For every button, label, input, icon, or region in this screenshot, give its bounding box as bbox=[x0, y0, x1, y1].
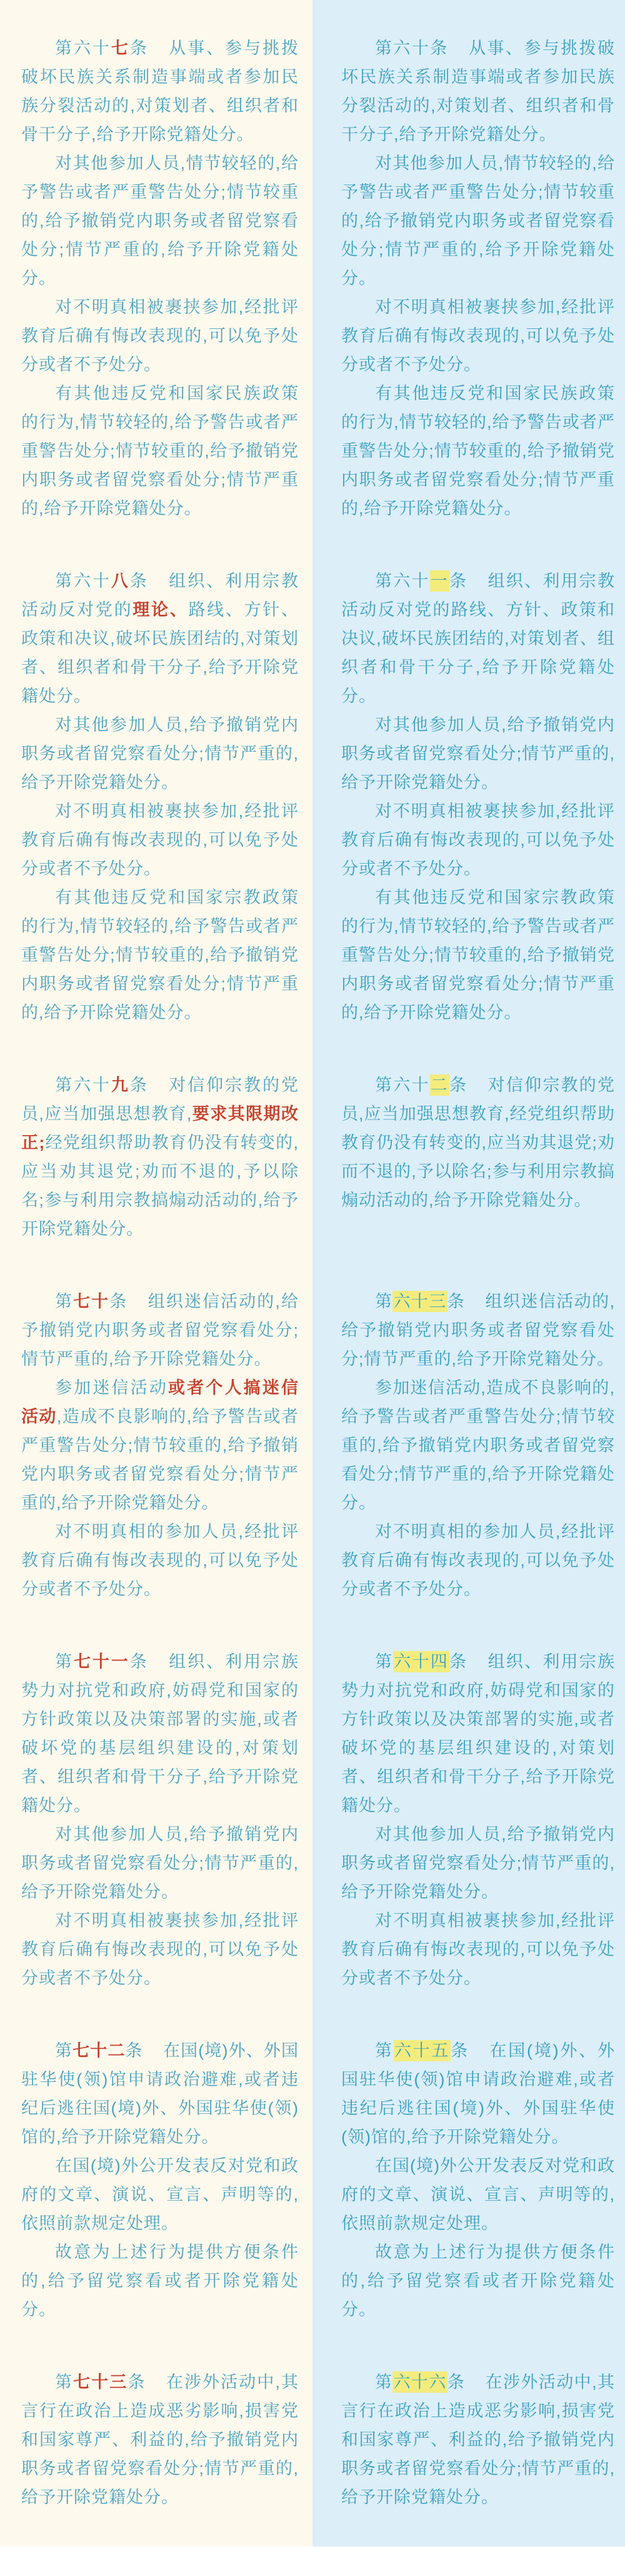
new-version-cell bbox=[0, 567, 312, 1071]
text-segment: 在国(境)外、外国驻华使(领)馆申请政治避难,或者违纪后逃往国(境)外、外国驻华使(领)馆的,给予开除党籍处分。 bbox=[341, 2041, 616, 2146]
new-version-cell bbox=[0, 2368, 312, 2547]
text-segment: 在国(境)外、外国驻华使(领)馆申请政治避难,或者违纪后逃往国(境)外、外国驻华使(领)馆的,给予开除党籍处分。 bbox=[21, 2041, 299, 2146]
paragraph bbox=[21, 1647, 299, 1820]
text-segment: 对不明真相被裹挟参加,经批评教育后确有悔改表现的,可以免予处分或者不予处分。 bbox=[341, 802, 615, 878]
article-number bbox=[375, 1652, 468, 1671]
text-segment: 条 bbox=[449, 572, 468, 590]
text-segment: 在涉外活动中,其言行在政治上造成恶劣影响,损害党和国家尊严、利益的,给予撤销党内职务或者留党察看处分;情节严重的,给予开除党籍处分。 bbox=[21, 2373, 299, 2507]
text-segment: 参加迷信活动 bbox=[55, 1378, 168, 1397]
article-number bbox=[55, 2041, 143, 2060]
paragraph bbox=[341, 149, 615, 293]
text-segment: 对不明真相的参加人员,经批评教育后确有悔改表现的,可以免予处分或者不予处分。 bbox=[341, 1522, 615, 1599]
text-segment: 对不明真相的参加人员,经批评教育后确有悔改表现的,可以免予处分或者不予处分。 bbox=[21, 1522, 299, 1599]
text-segment: 第 bbox=[375, 2041, 394, 2060]
old-version-cell bbox=[312, 2036, 625, 2368]
text-segment: 从事、参与挑拨破坏民族关系制造事端或者参加民族分裂活动的,对策划者、组织者和骨干分子,给予开除党籍处分。 bbox=[21, 39, 299, 144]
text-segment: 对其他参加人员,情节较轻的,给予警告或者严重警告处分;情节较重的,给予撤销党内职务或者留党察看处分;情节严重的,给予开除党籍处分。 bbox=[21, 154, 299, 288]
paragraph bbox=[21, 2238, 299, 2324]
text-segment: 对其他参加人员,给予撤销党内职务或者留党察看处分;情节严重的,给予开除党籍处分。 bbox=[21, 1825, 299, 1901]
text-segment: 对其他参加人员,情节较轻的,给予警告或者严重警告处分;情节较重的,给予撤销党内职务或者留党察看处分;情节严重的,给予开除党籍处分。 bbox=[341, 154, 615, 288]
text-segment: 对其他参加人员,给予撤销党内职务或者留党察看处分;情节严重的,给予开除党籍处分。 bbox=[21, 715, 299, 792]
text-segment: 条 bbox=[451, 2041, 470, 2060]
article-row-7 bbox=[0, 2368, 625, 2547]
paragraph bbox=[341, 1820, 615, 1906]
paragraph bbox=[341, 1517, 615, 1604]
changed-text: 七十 bbox=[73, 1292, 110, 1311]
article-number bbox=[375, 2041, 469, 2060]
text-segment: 对信仰宗教的党员,应当加强思想教育,经党组织帮助教育仍没有转变的,应当劝其退党;劝而不退的,予以除名;参与利用宗教搞煽动活动的,给予开除党籍处分。 bbox=[341, 1076, 616, 1210]
paragraph bbox=[21, 883, 299, 1027]
changed-text: 七十二 bbox=[72, 2041, 126, 2060]
article-number bbox=[375, 1076, 468, 1094]
paragraph bbox=[341, 1287, 615, 1373]
text-segment: 第六十 bbox=[55, 572, 111, 590]
paragraph bbox=[21, 567, 299, 710]
text-segment: 组织、利用宗教活动反对党的路线、方针、政策和决议,破坏民族团结的,对策划者、组织者和骨干分子,给予开除党籍处分。 bbox=[341, 572, 616, 705]
highlighted-text: 二 bbox=[430, 1076, 449, 1094]
paragraph bbox=[341, 34, 615, 149]
highlighted-text: 六十六 bbox=[393, 2373, 447, 2392]
text-segment: 对不明真相被裹挟参加,经批评教育后确有悔改表现的,可以免予处分或者不予处分。 bbox=[21, 1911, 299, 1988]
changed-text: 七十一 bbox=[73, 1652, 130, 1671]
old-version-cell bbox=[312, 1071, 625, 1287]
article-number bbox=[55, 39, 149, 58]
text-segment: 组织迷信活动的,给予撤销党内职务或者留党察看处分;情节严重的,给予开除党籍处分。 bbox=[21, 1292, 299, 1368]
paragraph bbox=[21, 1071, 299, 1243]
article-number bbox=[375, 2373, 465, 2392]
text-segment: 有其他违反党和国家民族政策的行为,情节较轻的,给予警告或者严重警告处分;情节较重的,给予撤销党内职务或者留党察看处分;情节严重的,给予开除党籍处分。 bbox=[21, 384, 299, 518]
article-number bbox=[375, 1292, 465, 1311]
article-number bbox=[55, 2373, 146, 2392]
text-segment: 对信仰宗教的党员,应当加强思想教育, bbox=[21, 1076, 299, 1123]
text-segment: 对不明真相被裹挟参加,经批评教育后确有悔改表现的,可以免予处分或者不予处分。 bbox=[21, 802, 299, 878]
text-segment: 故意为上述行为提供方便条件的,给予留党察看或者开除党籍处分。 bbox=[341, 2243, 615, 2319]
text-segment: 第 bbox=[375, 1652, 394, 1671]
text-segment: 组织迷信活动的,给予撤销党内职务或者留党察看处分;情节严重的,给予开除党籍处分。 bbox=[341, 1292, 616, 1368]
text-segment: 组织、利用宗教活动反对党的 bbox=[21, 572, 299, 619]
paragraph bbox=[21, 34, 299, 149]
changed-text: 七十三 bbox=[73, 2373, 128, 2392]
paragraph bbox=[341, 567, 615, 710]
text-segment: 第六十 bbox=[55, 1076, 111, 1094]
text-segment: 在涉外活动中,其言行在政治上造成恶劣影响,损害党和国家尊严、利益的,给予撤销党内职务或者留党察看处分;情节严重的,给予开除党籍处分。 bbox=[341, 2373, 616, 2507]
text-segment: 第 bbox=[375, 2373, 393, 2392]
old-version-cell bbox=[312, 0, 625, 567]
text-segment: 第 bbox=[55, 2373, 74, 2392]
paragraph bbox=[21, 1373, 299, 1517]
paragraph bbox=[21, 379, 299, 523]
changed-text: 理论、 bbox=[132, 600, 189, 619]
paragraph bbox=[341, 2368, 615, 2512]
paragraph bbox=[341, 2238, 615, 2324]
new-version-cell bbox=[0, 1071, 312, 1287]
highlighted-text: 六十三 bbox=[393, 1292, 447, 1311]
paragraph bbox=[21, 797, 299, 883]
paragraph bbox=[341, 1071, 615, 1215]
changed-text: 或者个人搞迷信活动 bbox=[21, 1378, 299, 1426]
article-row-4 bbox=[0, 1287, 625, 1647]
text-segment: 条 bbox=[129, 572, 149, 590]
article-number bbox=[55, 1652, 149, 1671]
paragraph bbox=[21, 710, 299, 797]
text-segment: 组织、利用宗族势力对抗党和政府,妨碍党和国家的方针政策以及决策部署的实施,或者破坏党的基层组织建设的,对策划者、组织者和骨干分子,给予开除党籍处分。 bbox=[341, 1652, 616, 1815]
text-segment: 对其他参加人员,给予撤销党内职务或者留党察看处分;情节严重的,给予开除党籍处分。 bbox=[341, 715, 615, 792]
text-segment: 条 bbox=[449, 1652, 468, 1671]
paragraph bbox=[341, 1373, 615, 1517]
changed-text: 七 bbox=[111, 39, 130, 58]
text-segment: 对其他参加人员,给予撤销党内职务或者留党察看处分;情节严重的,给予开除党籍处分。 bbox=[341, 1825, 615, 1901]
text-segment: 在国(境)外公开发表反对党和政府的文章、演说、宣言、声明等的,依照前款规定处理。 bbox=[21, 2156, 299, 2233]
paragraph bbox=[21, 1517, 299, 1604]
article-number bbox=[55, 1292, 128, 1311]
article-row-5 bbox=[0, 1647, 625, 2036]
text-segment: 条 bbox=[129, 1076, 149, 1094]
paragraph bbox=[21, 2368, 299, 2512]
highlighted-text: 六十五 bbox=[394, 2041, 451, 2060]
text-segment: 对不明真相被裹挟参加,经批评教育后确有悔改表现的,可以免予处分或者不予处分。 bbox=[341, 298, 615, 374]
text-segment: 经党组织帮助教育仍没有转变的,应当劝其退党;劝而不退的,予以除名;参与利用宗教搞煽动活动的,给予开除党籍处分。 bbox=[21, 1133, 299, 1238]
paragraph bbox=[21, 293, 299, 379]
text-segment: 有其他违反党和国家宗教政策的行为,情节较轻的,给予警告或者严重警告处分;情节较重的,给予撤销党内职务或者留党察看处分;情节严重的,给予开除党籍处分。 bbox=[21, 888, 299, 1022]
text-segment: 条 bbox=[128, 2373, 146, 2392]
text-segment: 条 bbox=[447, 2373, 466, 2392]
paragraph bbox=[341, 379, 615, 523]
text-segment: 条 bbox=[129, 39, 149, 58]
paragraph bbox=[21, 1287, 299, 1373]
text-segment: 条 bbox=[447, 1292, 466, 1311]
text-segment: 条 bbox=[129, 1652, 149, 1671]
text-segment: 在国(境)外公开发表反对党和政府的文章、演说、宣言、声明等的,依照前款规定处理。 bbox=[341, 2156, 615, 2233]
paragraph bbox=[21, 1820, 299, 1906]
new-version-cell bbox=[0, 1647, 312, 2036]
text-segment: 第 bbox=[55, 2041, 73, 2060]
article-row-2 bbox=[0, 567, 625, 1071]
text-segment: 第六十 bbox=[55, 39, 111, 58]
paragraph bbox=[341, 797, 615, 883]
text-segment: 组织、利用宗族势力对抗党和政府,妨碍党和国家的方针政策以及决策部署的实施,或者破坏党的基层组织建设的,对策划者、组织者和骨干分子,给予开除党籍处分。 bbox=[21, 1652, 299, 1815]
text-segment: 条 bbox=[125, 2041, 143, 2060]
text-segment: 第 bbox=[55, 1292, 74, 1311]
old-version-cell bbox=[312, 1647, 625, 2036]
text-segment: 有其他违反党和国家民族政策的行为,情节较轻的,给予警告或者严重警告处分;情节较重的,给予撤销党内职务或者留党察看处分;情节严重的,给予开除党籍处分。 bbox=[341, 384, 615, 518]
text-segment: 对不明真相被裹挟参加,经批评教育后确有悔改表现的,可以免予处分或者不予处分。 bbox=[341, 1911, 615, 1988]
highlighted-text: 六十四 bbox=[394, 1652, 449, 1671]
paragraph bbox=[21, 2036, 299, 2151]
text-segment: 第 bbox=[375, 1292, 393, 1311]
article-row-1 bbox=[0, 0, 625, 567]
changed-text: 八 bbox=[111, 572, 130, 590]
paragraph bbox=[21, 149, 299, 293]
text-segment: 条 bbox=[109, 1292, 128, 1311]
text-segment: 从事、参与挑拨破坏民族关系制造事端或者参加民族分裂活动的,对策划者、组织者和骨干分子,给予开除党籍处分。 bbox=[341, 39, 616, 144]
text-segment: 第六十条 bbox=[375, 39, 449, 58]
paragraph bbox=[341, 1647, 615, 1820]
text-segment: 第六十 bbox=[375, 572, 430, 590]
changed-text: 要求其限期改正; bbox=[21, 1104, 299, 1152]
article-number bbox=[375, 39, 449, 58]
paragraph bbox=[21, 1906, 299, 1993]
paragraph bbox=[341, 2036, 615, 2151]
paragraph bbox=[341, 293, 615, 379]
article-number bbox=[375, 572, 468, 590]
highlighted-text: 一 bbox=[430, 572, 449, 590]
article-row-3 bbox=[0, 1071, 625, 1287]
text-segment: 第六十 bbox=[375, 1076, 430, 1094]
article-row-6 bbox=[0, 2036, 625, 2368]
old-version-cell bbox=[312, 2368, 625, 2547]
old-version-cell bbox=[312, 1287, 625, 1647]
paragraph bbox=[341, 1906, 615, 1993]
new-version-cell bbox=[0, 0, 312, 567]
paragraph bbox=[341, 710, 615, 797]
article-number bbox=[55, 1076, 149, 1094]
article-number bbox=[55, 572, 149, 590]
text-segment: 条 bbox=[449, 1076, 468, 1094]
paragraph bbox=[21, 2151, 299, 2238]
paragraph bbox=[341, 883, 615, 1027]
text-segment: 第 bbox=[55, 1652, 74, 1671]
text-segment: 路线、方针、政策和决议,破坏民族团结的,对策划者、组织者和骨干分子,给予开除党籍处分。 bbox=[21, 600, 299, 705]
text-segment: 对不明真相被裹挟参加,经批评教育后确有悔改表现的,可以免予处分或者不予处分。 bbox=[21, 298, 299, 374]
text-segment: 故意为上述行为提供方便条件的,给予留党察看或者开除党籍处分。 bbox=[21, 2243, 299, 2319]
text-segment: 参加迷信活动,造成不良影响的,给予警告或者严重警告处分;情节较重的,给予撤销党内职务或者留党察看处分;情节严重的,给予开除党籍处分。 bbox=[341, 1378, 615, 1512]
paragraph bbox=[341, 2151, 615, 2238]
text-segment: ,造成不良影响的,给予警告或者严重警告处分;情节较重的,给予撤销党内职务或者留党察看处分;情节严重的,给予开除党籍处分。 bbox=[21, 1407, 299, 1512]
new-version-cell bbox=[0, 2036, 312, 2368]
text-segment: 有其他违反党和国家宗教政策的行为,情节较轻的,给予警告或者严重警告处分;情节较重的,给予撤销党内职务或者留党察看处分;情节严重的,给予开除党籍处分。 bbox=[341, 888, 615, 1022]
new-version-cell bbox=[0, 1287, 312, 1647]
changed-text: 九 bbox=[111, 1076, 130, 1094]
old-version-cell bbox=[312, 567, 625, 1071]
